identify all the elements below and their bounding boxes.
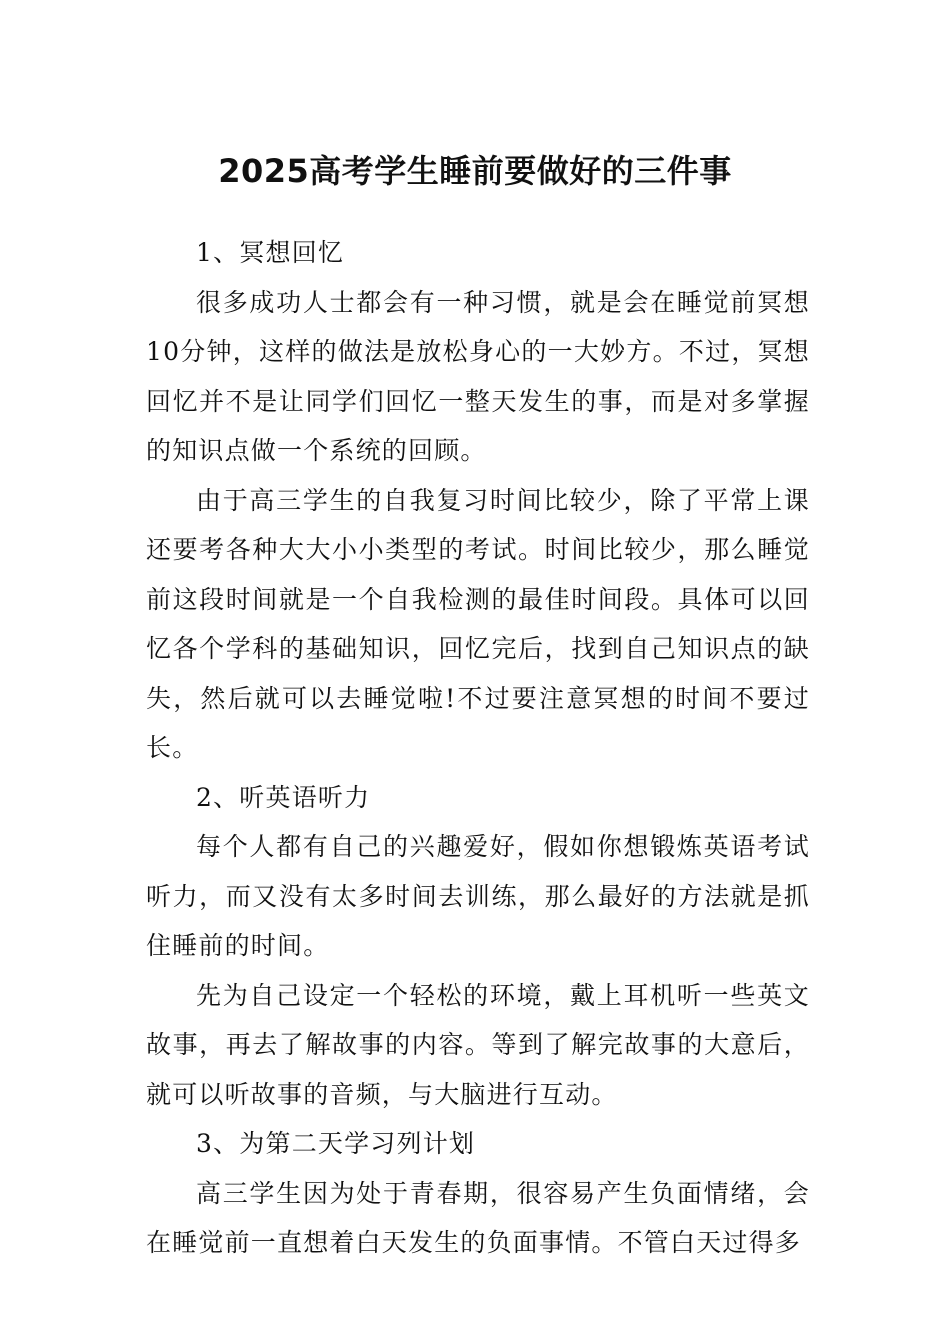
section-heading: 1、冥想回忆	[196, 238, 345, 267]
paragraph: 由于高三学生的自我复习时间比较少，除了平常上课还要考各种大大小小类型的考试。时间比较少，那么睡觉前这段时间就是一个自我检测的最佳时间段。具体可以回忆各个学科的基础知识，回忆完后，找到自己知识点的缺失，然后就可以去睡觉啦!不过要注意冥想的时间不要过长。	[146, 485, 810, 762]
document-title: 2025高考学生睡前要做好的三件事	[218, 152, 732, 191]
paragraph: 高三学生因为处于青春期，很容易产生负面情绪，会在睡觉前一直想着白天发生的负面事情。不管白天过得多	[146, 1178, 810, 1257]
document-body	[146, 228, 810, 1268]
section-heading: 2、听英语听力	[196, 782, 371, 812]
paragraph: 每个人都有自己的兴趣爱好，假如你想锻炼英语考试听力，而又没有太多时间去训练，那么最好的方法就是抓住睡前的时间。	[146, 832, 810, 960]
paragraph: 很多成功人士都会有一种习惯，就是会在睡觉前冥想10分钟，这样的做法是放松身心的一大妙方。不过，冥想回忆并不是让同学们回忆一整天发生的事，而是对多掌握的知识点做一个系统的回顾。	[146, 287, 810, 465]
section-heading: 3、为第二天学习列计划	[196, 1129, 476, 1158]
paragraph: 先为自己设定一个轻松的环境，戴上耳机听一些英文故事，再去了解故事的内容。等到了解完故事的大意后，就可以听故事的音频，与大脑进行互动。	[146, 980, 810, 1109]
